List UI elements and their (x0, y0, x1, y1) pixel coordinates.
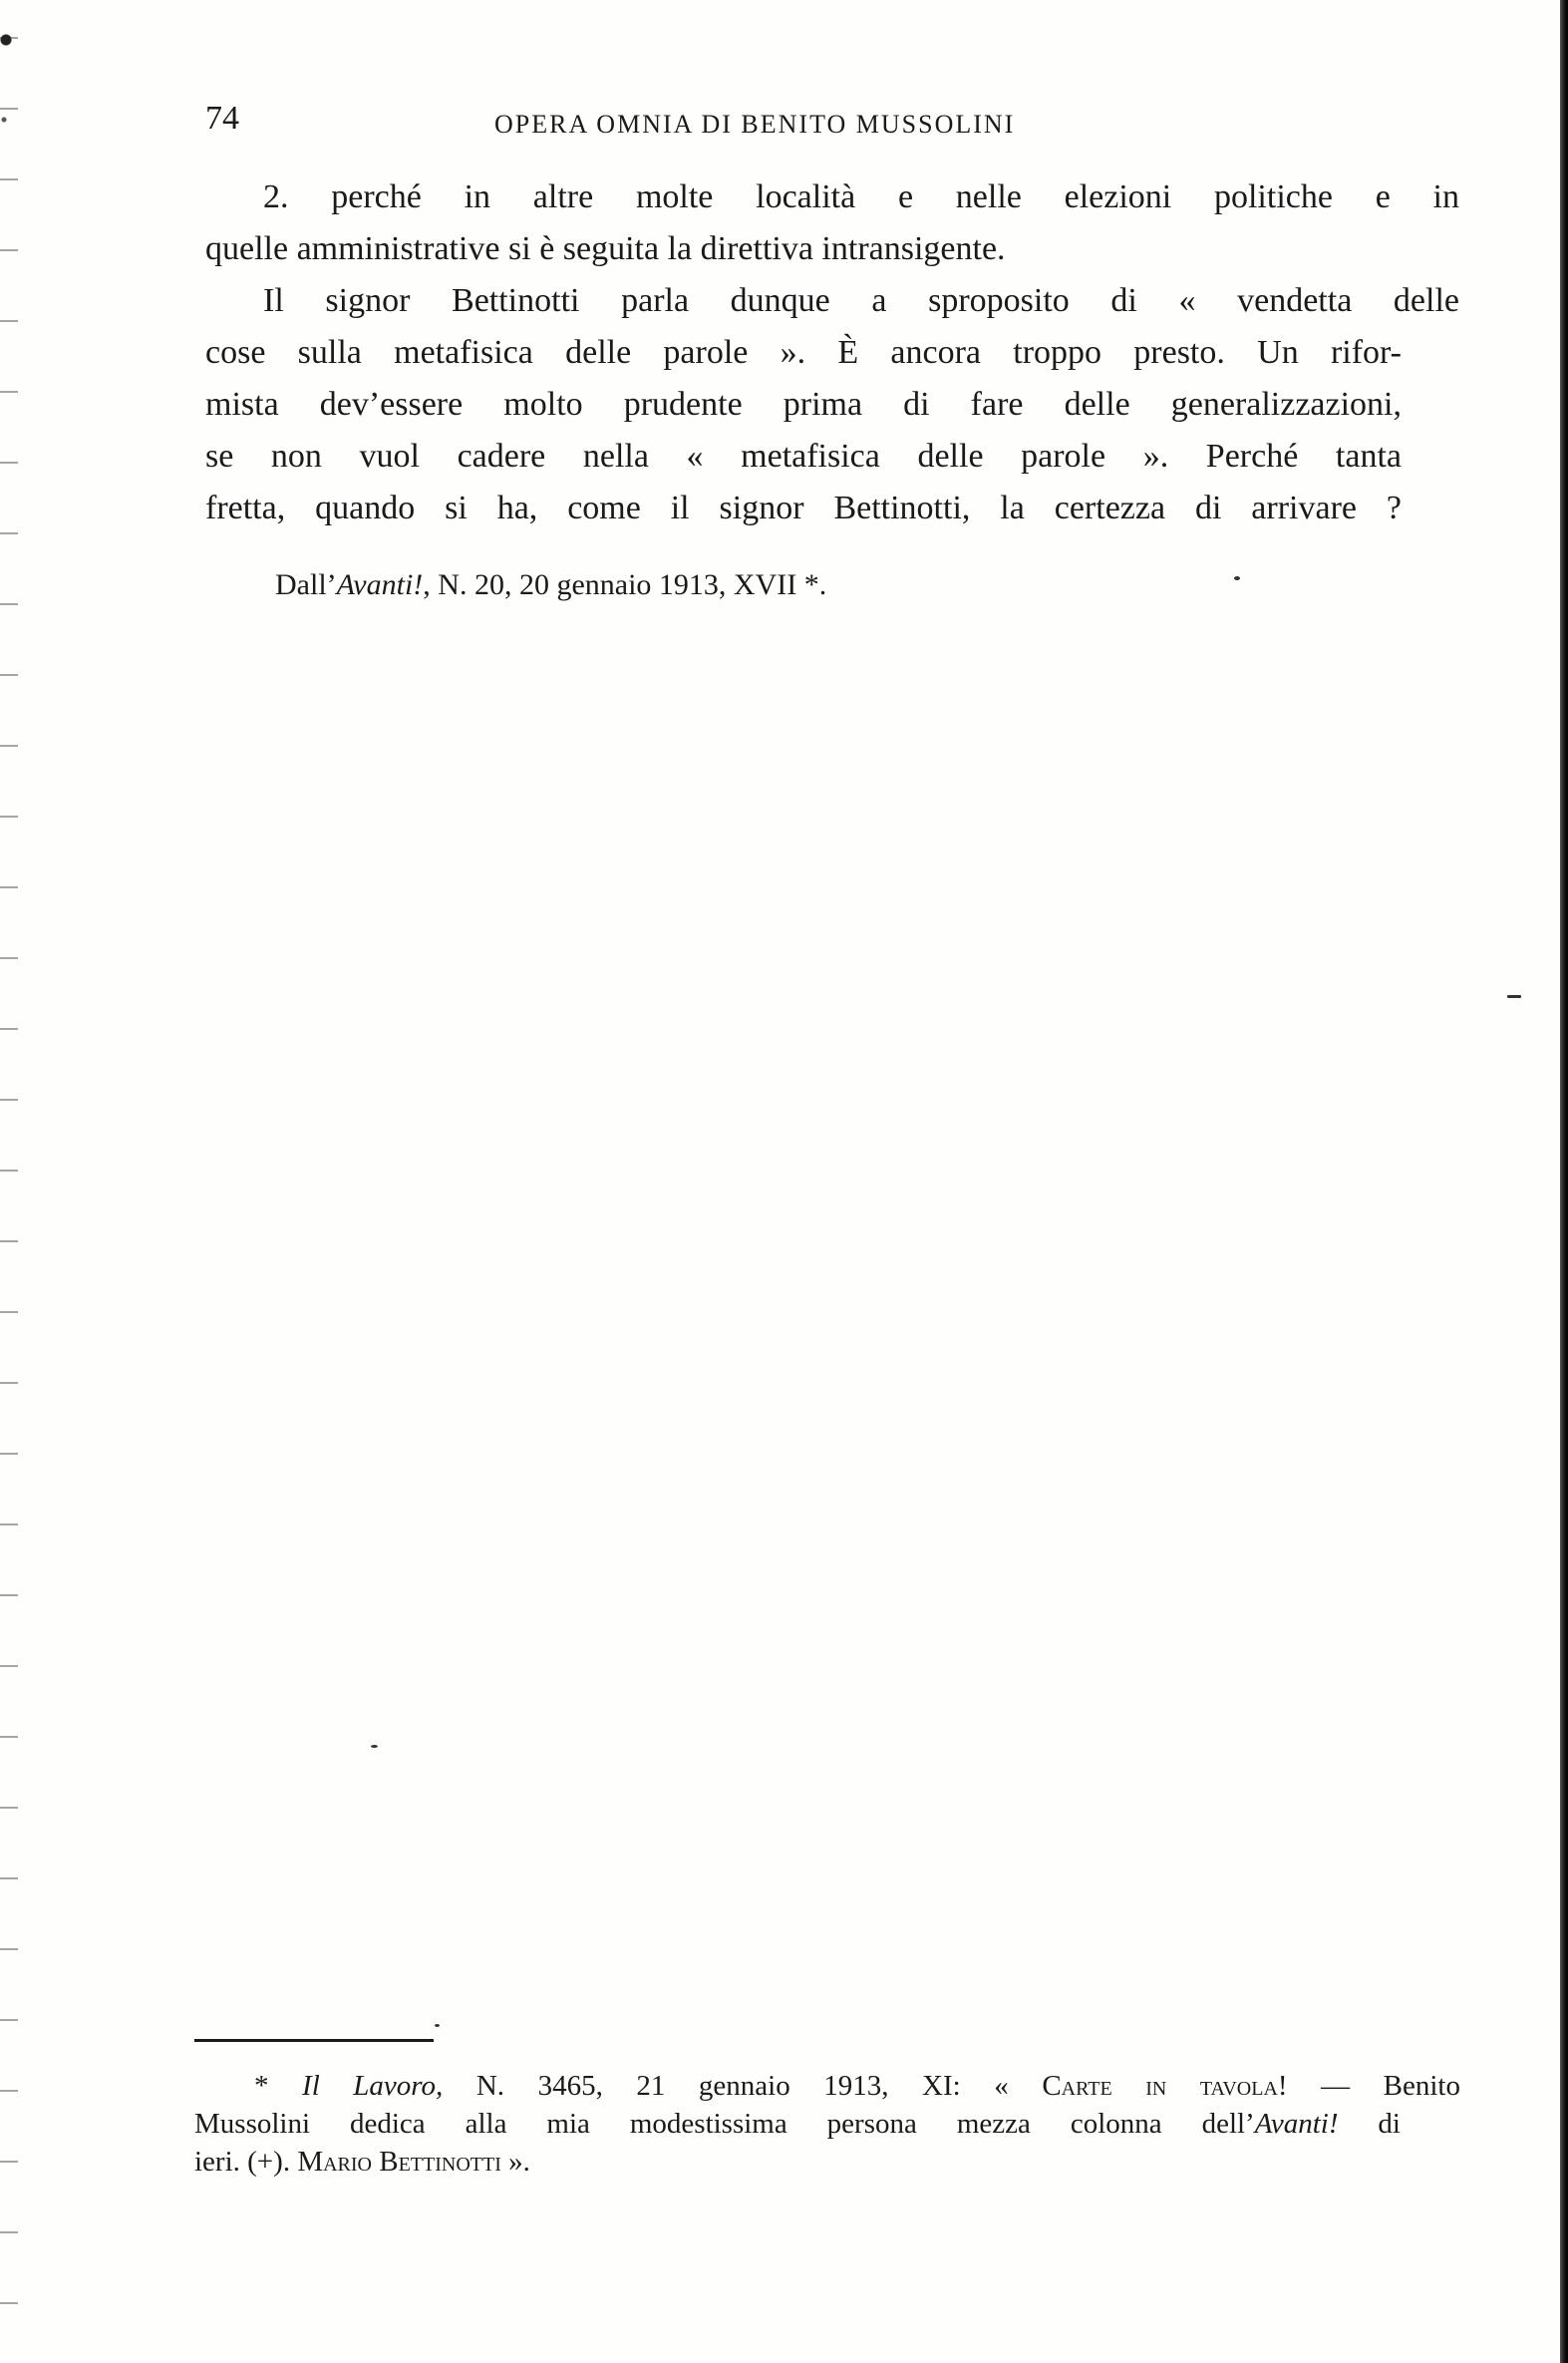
body-line: 2. perché in altre molte località e nelle elezioni politiche e in (263, 178, 1459, 215)
body-line: cose sulla metafisica delle parole ». È ancora troppo presto. Un rifor- (205, 334, 1402, 371)
footnote-line1-end: ! — Benito (1277, 2070, 1460, 2102)
footnote-line1-rest: N. 3465, 21 gennaio 1913, XI: « (443, 2070, 1043, 2102)
scan-speck (371, 1745, 378, 1748)
source-citation (275, 568, 826, 602)
source-rest: , N. 20, 20 gennaio 1913, XVII *. (423, 568, 827, 601)
footnote (194, 2067, 1460, 2181)
footnote-line-1 (194, 2067, 1460, 2105)
scan-speck (1234, 576, 1240, 580)
body-line: se non vuol cadere nella « metafisica delle parole ». Perché tanta (205, 438, 1402, 475)
footnote-rule (194, 2039, 434, 2042)
scan-speck (435, 2024, 440, 2027)
footnote-line3-start: ieri. (+). (194, 2146, 298, 2178)
footnote-article-title: Carte in tavola (1042, 2070, 1278, 2102)
footnote-marker: * (254, 2070, 269, 2102)
footnote-signature: Mario Bettinotti (297, 2146, 501, 2178)
footnote-line2-end: di (1338, 2108, 1401, 2140)
page-number: 74 (205, 100, 239, 137)
running-head (205, 100, 1237, 150)
source-prefix: Dall’ (275, 568, 337, 601)
body-text (205, 171, 1459, 534)
footnote-line2-start: Mussolini dedica alla mia modestissima persona mezza colonna dell’ (194, 2108, 1255, 2140)
body-line: Il signor Bettinotti parla dunque a sproposito di « vendetta delle (263, 282, 1459, 319)
body-line: mista dev’essere molto prudente prima di fare delle generalizzazioni, (205, 386, 1402, 423)
body-line: quelle amministrative si è seguita la direttiva intransigente. (205, 230, 1006, 267)
scan-left-edge (0, 0, 18, 2363)
footnote-line-2 (194, 2105, 1401, 2143)
scan-speck (1507, 995, 1521, 998)
body-line: fretta, quando si ha, come il signor Bettinotti, la certezza di arrivare ? (205, 490, 1402, 526)
footnote-line-3 (194, 2143, 1401, 2181)
footnote-line3-end: ». (500, 2146, 530, 2178)
footnote-publication: Il Lavoro, (302, 2070, 444, 2102)
scan-right-edge (1560, 0, 1568, 2363)
footnote-line2-publication: Avanti! (1254, 2108, 1339, 2140)
source-publication: Avanti! (336, 568, 424, 601)
running-title: OPERA OMNIA DI BENITO MUSSOLINI (494, 110, 1016, 139)
